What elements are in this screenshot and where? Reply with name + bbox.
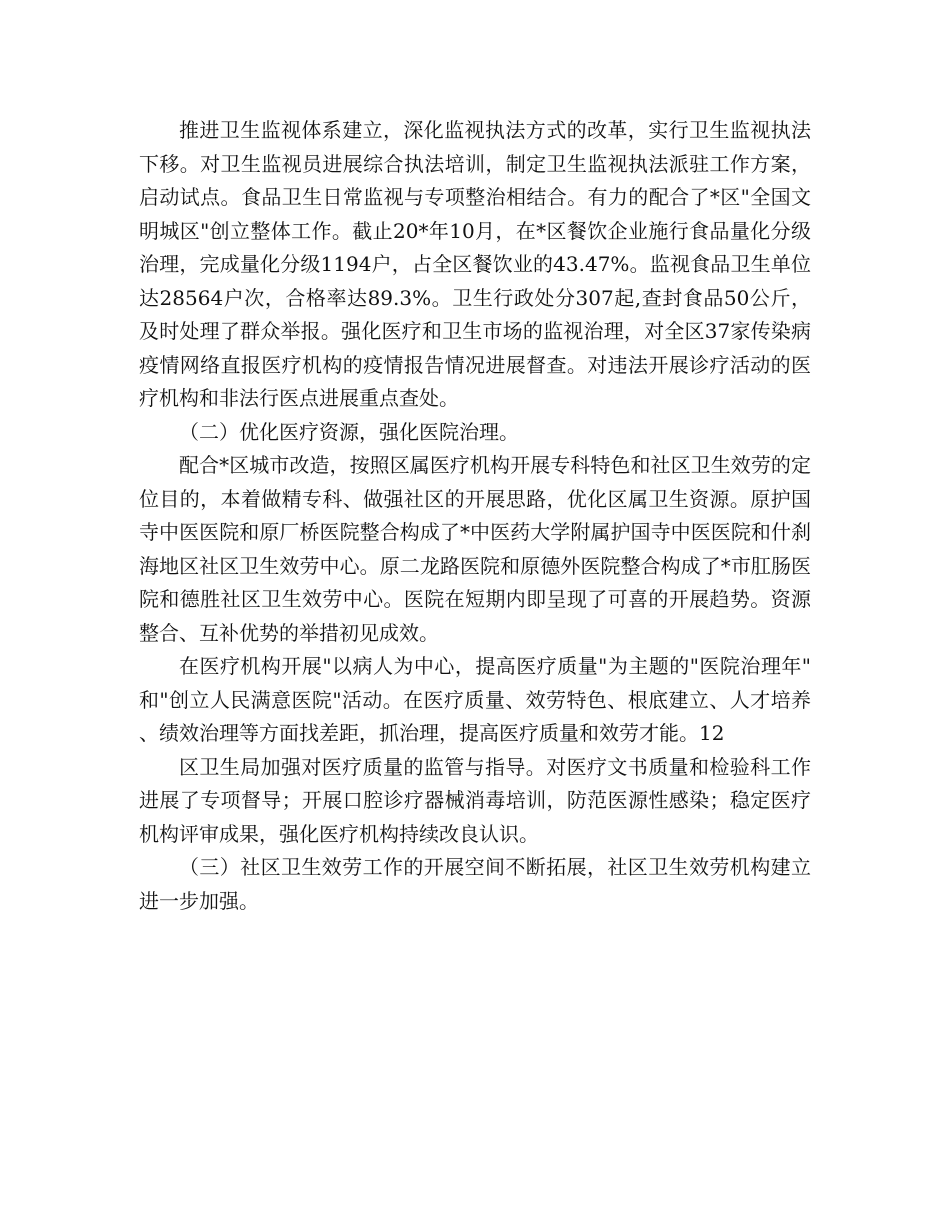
section-heading-3: （三）社区卫生效劳工作的开展空间不断拓展，社区卫生效劳机构建立进一步加强。 — [139, 855, 811, 913]
paragraph-quality-supervision: 区卫生局加强对医疗质量的监管与指导。对医疗文书质量和检验科工作进展了专项督导；开展口腔诊疗器械消毒培训，防范医源性感染；稳定医疗机构评审成果，强化医疗机构持续改良认识。 — [139, 754, 811, 846]
paragraph-resource-integration: 配合*区城市改造，按照区属医疗机构开展专科特色和社区卫生效劳的定位目的，本着做精专科、做强社区的开展思路，优化区属卫生资源。原护国寺中医医院和原厂桥医院整合构成了*中医药大学附属护国寺中医医院和什刹海地区社区卫生效劳中心。原二龙路医院和原德外医院整合构成了*市肛肠医院和德胜社区卫生效劳中心。医院在短期内即呈现了可喜的开展趋势。资源整合、互补优势的举措初见成效。 — [139, 453, 811, 645]
section-heading-2: （二）优化医疗资源，强化医院治理。 — [179, 419, 519, 444]
paragraph-supervision: 推进卫生监视体系建立，深化监视执法方式的改革，实行卫生监视执法下移。对卫生监视员进展综合执法培训，制定卫生监视执法派驻工作方案，启动试点。食品卫生日常监视与专项整治相结合。有力的配合了*区"全国文明城区"创立整体工作。截止20*年10月，在*区餐饮企业施行食品量化分级治理，完成量化分级1194户，占全区餐饮业的43.47%。监视食品卫生单位达28564户次，合格率达89.3%。卫生行政处分307起,查封食品50公斤，及时处理了群众举报。强化医疗和卫生市场的监视治理，对全区37家传染病疫情网络直报医疗机构的疫情报告情况进展督查。对违法开展诊疗活动的医疗机构和非法行医点进展重点查处。 — [139, 118, 811, 410]
paragraph-hospital-management: 在医疗机构开展"以病人为中心，提高医疗质量"为主题的"医院治理年"和"创立人民满意医院"活动。在医疗质量、效劳特色、根底建立、人才培养、绩效治理等方面找差距，抓治理，提高医疗质量和效劳才能。12 — [139, 654, 811, 745]
document-body — [139, 114, 811, 918]
